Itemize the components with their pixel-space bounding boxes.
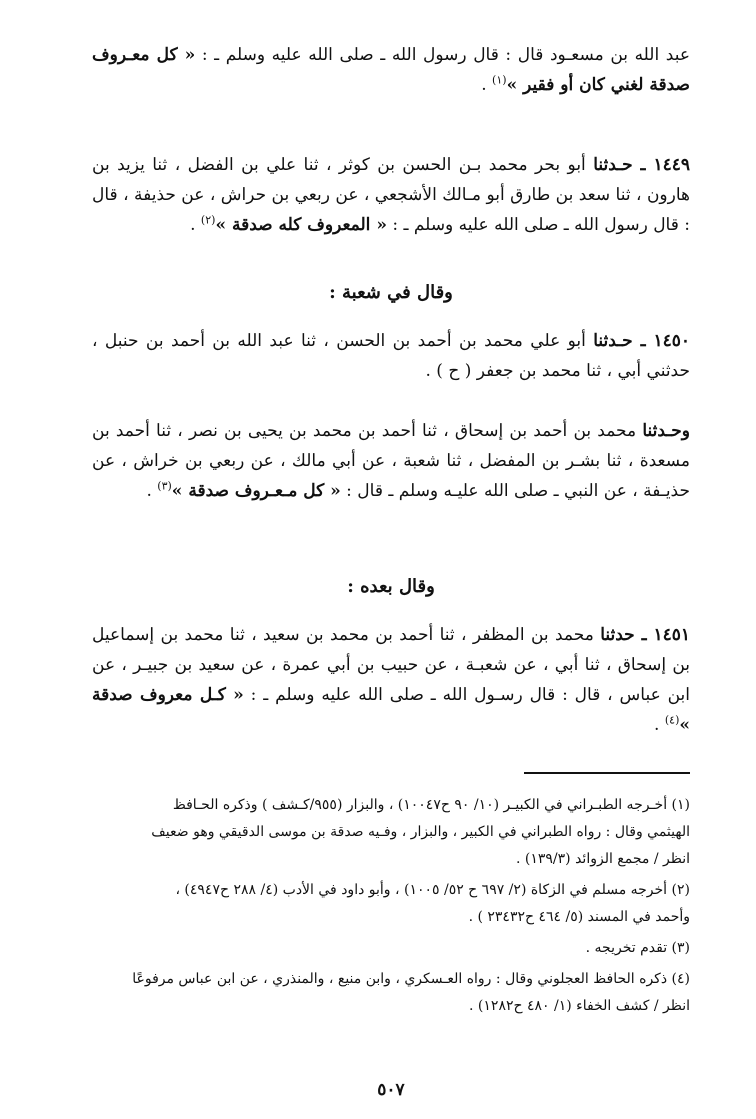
footnote-4 — [92, 966, 690, 1020]
footnote-line: الهيثمي وقال : رواه الطبراني في الكبير ، والبزار ، وفـيه صدقة بن موسى الدقيقي وهو ضعيف — [151, 824, 690, 840]
paragraph-text: أبو بحر محمد بـن الحسن بن كوثر ، ثنا علي بن الفضل ، ثنا يزيد بن هارون ، ثنا سعد بن طارق أبو مـالك الأشجعي ، عن ربعي بن حراش ، عن حذيفة ، قال : قال رسول الله ـ صلى الله عليه وسلم ـ : — [92, 155, 690, 235]
hadith-number: ١٤٤٩ ـ حـدثنا — [593, 155, 690, 175]
footnote-3 — [92, 935, 690, 962]
paragraph-hadith-1449 — [92, 150, 690, 240]
footnote-line: (٤) ذكره الحافظ العجلوني وقال : رواه العـسكري ، وابن منيع ، والمنذري ، عن ابن عباس مرفوعًا — [132, 971, 690, 987]
footnote-line: انظر / كشف الخفاء (١/ ٤٨٠ ح١٢٨٢) . — [469, 998, 690, 1014]
paragraph-text: محمد بن أحمد بن إسحاق ، ثنا أحمد بن محمد بن يحيى بن نصر ، ثنا أحمد بن مسعدة ، ثنا بشـر بن المفضل ، ثنا شعبة ، عن أبي مالك ، عن ربعي بن خراش ، عن حذيـفة ، عن النبي ـ صلى الله عليـه وسلم ـ قال : — [92, 421, 690, 501]
section-heading: وقال بعده : — [347, 576, 435, 597]
hadith-number: وحـدثنا — [642, 421, 690, 441]
hadith-quote: « كـل معروف صدقة » — [92, 685, 690, 735]
paragraph-end: . — [481, 75, 493, 95]
footnote-ref: (١) — [492, 73, 507, 87]
footnote-line: (٣) تقدم تخريجه . — [585, 940, 690, 956]
footnote-ref: (٣) — [157, 479, 172, 493]
footnote-ref: (٤) — [664, 713, 680, 727]
paragraph-hadith-continuation — [92, 40, 690, 100]
paragraph-end: . — [146, 481, 158, 501]
paragraph-hadith-1451 — [92, 620, 690, 740]
footnote-2 — [92, 877, 690, 931]
hadith-quote: « كل معـروف صدقة لغني كان أو فقير » — [92, 45, 690, 95]
footnote-divider — [524, 772, 690, 774]
paragraph-end: . — [190, 215, 201, 235]
footnote-line: وأحمد في المسند (٥/ ٤٦٤ ح٢٣٤٣٢ ) . — [468, 909, 690, 925]
footnote-1 — [92, 792, 690, 873]
paragraph-hadith-1450-chain — [92, 416, 690, 506]
footnote-line: (١) أخـرجه الطبـراني في الكبيـر (١٠/ ٩٠ ح١٠٠٤٧) ، والبزار (٩٥٥/كـشف ) وذكره الحـافظ — [172, 797, 690, 813]
page-number: ٥٠٧ — [377, 1080, 405, 1100]
footnote-line: انظر / مجمع الزوائد (١٣٩/٣) . — [515, 851, 690, 867]
paragraph-hadith-1450 — [92, 326, 690, 386]
hadith-quote: « المعروف كله صدقة » — [215, 215, 387, 235]
footnote-line: (٢) أخرجه مسلم في الزكاة (٢/ ٦٩٧ ح ٥٢/ ١٠٠٥) ، وأبو داود في الأدب (٤/ ٢٨٨ ح٤٩٤٧) ، — [175, 882, 690, 898]
hadith-number: ١٤٥٠ ـ حـدثنا — [593, 331, 690, 351]
hadith-quote: « كل مـعـروف صدقة » — [171, 481, 341, 501]
paragraph-text: محمد بن المظفر ، ثنا أحمد بن محمد بن سعيد ، ثنا محمد بن إسماعيل بن إسحاق ، ثنا أبي ، عن شعبـة ، عن حبيب بن أبي عمرة ، عن سعيد بن جبيـر ، عن ابن عباس ، قال : قال رسـول الله ـ صلى الله عليه وسلم ـ : — [92, 625, 690, 705]
paragraph-text: أبو علي محمد بن أحمد بن الحسن ، ثنا عبد الله بن أحمد بن حنبل ، حدثني أبي ، ثنا محمد بن جعفر ( ح ) . — [92, 331, 690, 381]
book-page — [92, 26, 690, 1106]
paragraph-text: عبد الله بن مسعـود قال : قال رسول الله ـ صلى الله عليه وسلم ـ : — [195, 45, 690, 65]
section-heading: وقال في شعبة : — [329, 282, 453, 303]
hadith-number: ١٤٥١ ـ حدثنا — [600, 625, 690, 645]
footnote-ref: (٢) — [200, 213, 216, 227]
paragraph-end: . — [654, 715, 665, 735]
footnotes — [92, 792, 690, 1024]
